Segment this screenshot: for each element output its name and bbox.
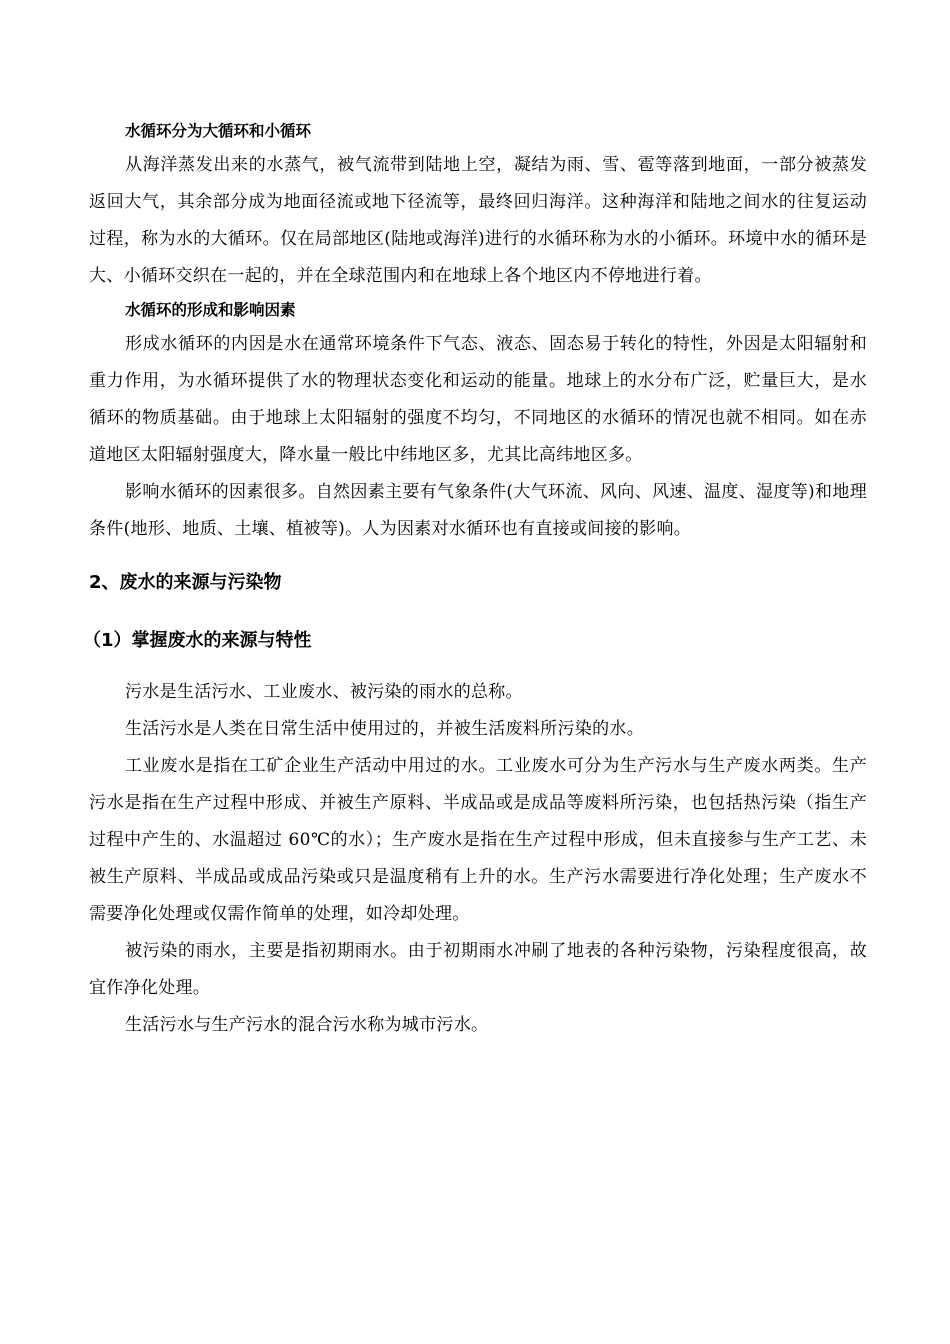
subsection-title-wastewater-sources: （1）掌握废水的来源与特性 — [83, 630, 312, 651]
paragraph-polluted-rainwater: 被污染的雨水，主要是指初期雨水。由于初期雨水冲刷了地表的各种污染物，污染程度很高，故宜作净化处理。 — [89, 941, 867, 998]
paragraph-urban-sewage: 生活污水与生产污水的混合污水称为城市污水。 — [125, 1015, 489, 1035]
paragraph-sewage-definition: 污水是生活污水、工业废水、被污染的雨水的总称。 — [125, 682, 523, 702]
heading-water-cycle-types: 水循环分为大循环和小循环 — [125, 122, 312, 140]
paragraph-industrial-wastewater: 工业废水是指在工矿企业生产活动中用过的水。工业废水可分为生产污水与生产废水两类。生产污水是指在生产过程中形成、并被生产原料、半成品或是成品等废料所污染，也包括热污染（指生产过程中产生的、水温超过 60℃的水）；生产废水是指在生产过程中形成，但未直接参与生产工艺、未被生产原料、半成品或成品污染或只是温度稍有上升的水。生产污水需要进行净化处理；生产废水不需要净化处理或仅需作简单的处理，如冷却处理。 — [89, 756, 867, 924]
page-content — [83, 118, 867, 1044]
paragraph-water-cycle-formation: 形成水循环的内因是水在通常环境条件下气态、液态、固态易于转化的特性，外因是太阳辐射和重力作用，为水循环提供了水的物理状态变化和运动的能量。地球上的水分布广泛，贮量巨大，是水循环的物质基础。由于地球上太阳辐射的强度不均匀，不同地区的水循环的情况也就不相同。如在赤道地区太阳辐射强度大，降水量一般比中纬地区多，尤其比高纬地区多。 — [89, 334, 867, 465]
paragraph-water-cycle-types: 从海洋蒸发出来的水蒸气，被气流带到陆地上空，凝结为雨、雪、雹等落到地面，一部分被蒸发返回大气，其余部分成为地面径流或地下径流等，最终回归海洋。这种海洋和陆地之间水的往复运动过程，称为水的大循环。仅在局部地区(陆地或海洋)进行的水循环称为水的小循环。环境中水的循环是大、小循环交织在一起的，并在全球范围内和在地球上各个地区内不停地进行着。 — [89, 155, 867, 286]
section-title-wastewater: 2、废水的来源与污染物 — [89, 572, 282, 593]
paragraph-water-cycle-factors: 影响水循环的因素很多。自然因素主要有气象条件(大气环流、风向、风速、温度、湿度等)和地理条件(地形、地质、土壤、植被等)。人为因素对水循环也有直接或间接的影响。 — [89, 482, 867, 539]
paragraph-domestic-sewage: 生活污水是人类在日常生活中使用过的，并被生活废料所污染的水。 — [125, 719, 644, 739]
heading-water-cycle-formation: 水循环的形成和影响因素 — [125, 301, 296, 319]
